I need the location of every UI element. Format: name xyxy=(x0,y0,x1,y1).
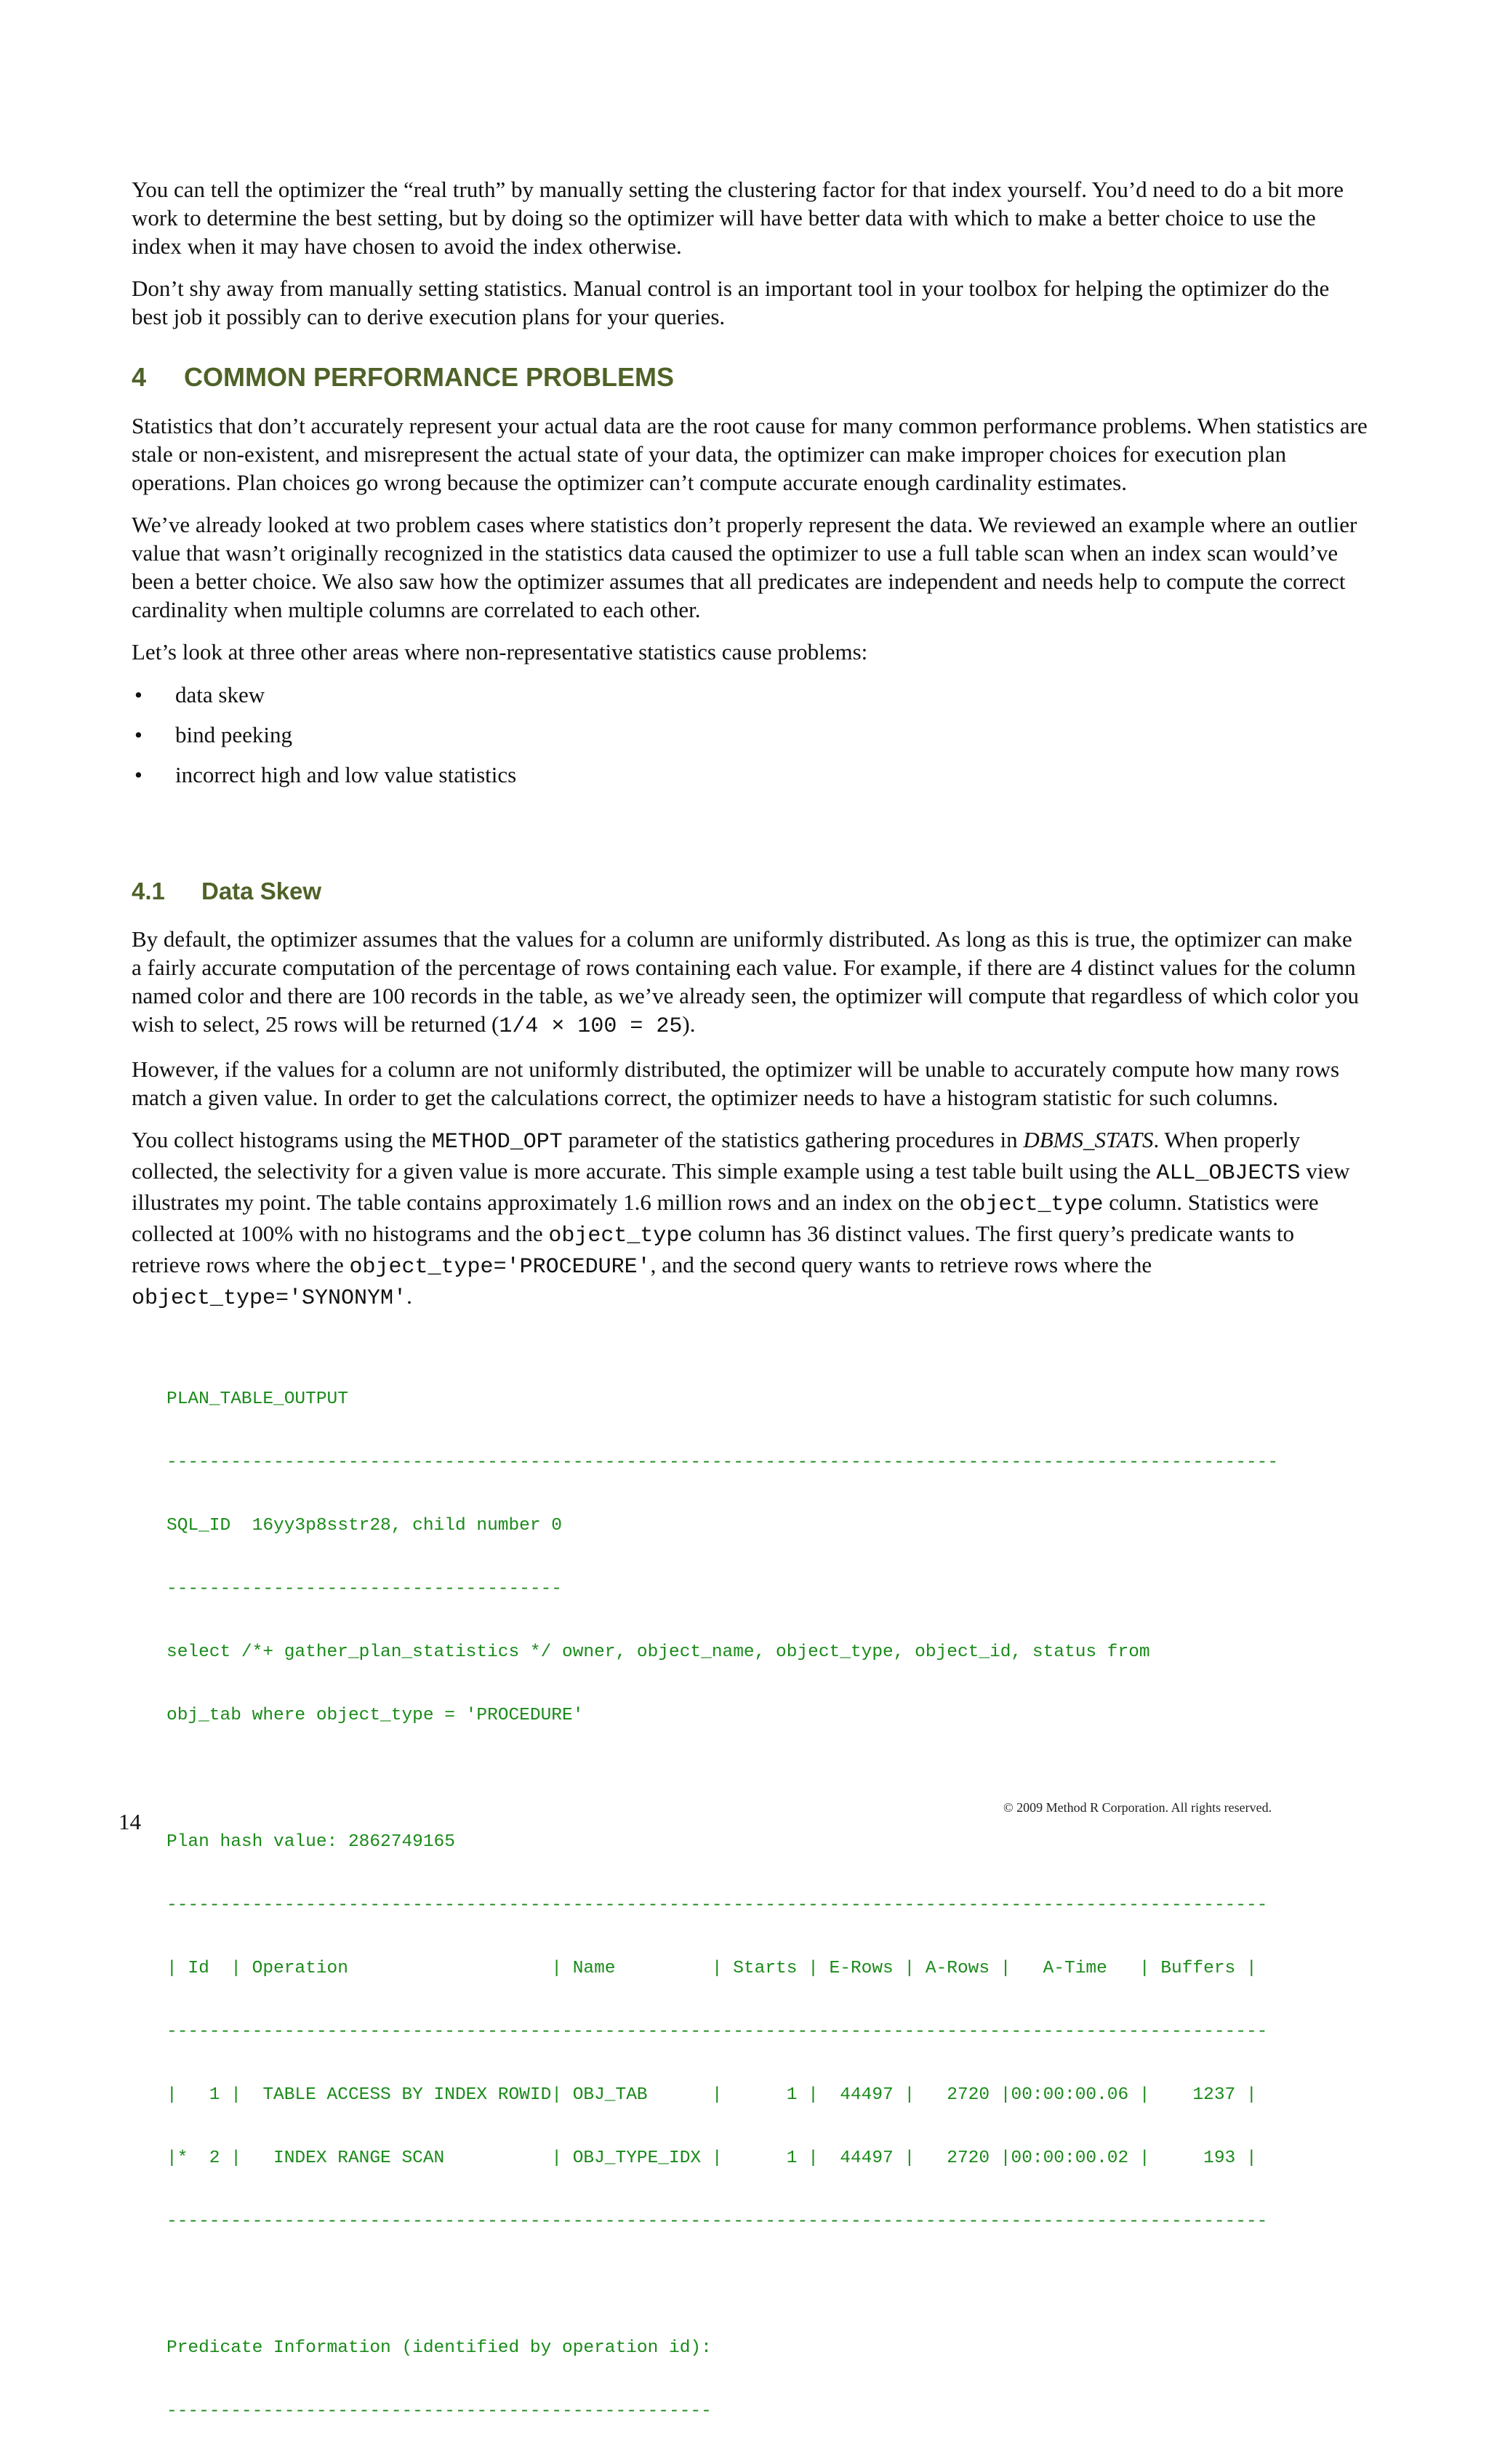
list-item-text: bind peeking xyxy=(175,722,292,747)
inline-code: object_type xyxy=(548,1224,693,1248)
code-line: ------------------------------------------------------------------------------------------------------- xyxy=(166,2022,1268,2042)
inline-code: ALL_OBJECTS xyxy=(1156,1161,1301,1186)
code-line: Plan hash value: 2862749165 xyxy=(166,1832,455,1852)
section-4-1-body xyxy=(132,925,1368,1327)
text-run: . When properly collected, the selectivity for a given value is more accurate. This simple example using a test table built using the xyxy=(132,1127,1301,1184)
text-run: By default, the optimizer assumes that the values for a column are uniformly distributed. As long as this is true, the optimizer can make a fairly accurate computation of the percentage of rows containing each value. For example, if there are 4 distinct values for the column named color and there are 100 records in the table, as we’ve already seen, the optimizer will compute that regardless of which color you wish to select, 25 rows will be returned ( xyxy=(132,926,1360,1037)
inline-code: object_type='PROCEDURE' xyxy=(349,1255,651,1280)
section-4-number: 4 xyxy=(132,362,147,392)
section-4-1-paragraph-1 xyxy=(132,925,1368,1041)
section-4-1-heading xyxy=(132,878,321,905)
intro-paragraph-2: Don’t shy away from manually setting statistics. Manual control is an important tool in your toolbox for helping the optimizer do the best job it possibly can to derive execution plans for your queries. xyxy=(132,276,1330,329)
code-line: | 1 | TABLE ACCESS BY INDEX ROWID| OBJ_TAB | 1 | 44497 | 2720 |00:00:00.06 | 1237 | xyxy=(166,2085,1257,2105)
inline-code: 1/4 × 100 = 25 xyxy=(499,1014,683,1039)
list-item xyxy=(132,681,1368,721)
section-4-paragraph-2: We’ve already looked at two problem cases where statistics don’t properly represent the data. We reviewed an example where an outlier value that wasn’t originally recognized in the statistics data caused the optimizer to use a full table scan when an index scan would’ve been a better choice. We also saw how the optimizer assumes that all predicates are independent and needs help to compute the correct cardinality when multiple columns are correlated to each other. xyxy=(132,512,1357,622)
code-line: --------------------------------------------------- xyxy=(166,2401,712,2421)
section-4-1-paragraph-2: However, if the values for a column are not uniformly distributed, the optimizer will be unable to accurately compute how many rows match a given value. In order to get the calculations correct, the optimizer needs to have a histogram statistic for such columns. xyxy=(132,1056,1340,1110)
code-line xyxy=(166,2274,1330,2295)
bullet-icon: • xyxy=(135,722,143,747)
code-line: Predicate Information (identified by operation id): xyxy=(166,2338,712,2358)
italic-text: DBMS_STATS xyxy=(1023,1127,1154,1152)
code-line: ------------------------------------------------------------------------------------------------------- xyxy=(166,1895,1268,1915)
code-line: PLAN_TABLE_OUTPUT xyxy=(166,1389,348,1409)
code-line: SQL_ID 16yy3p8sstr28, child number 0 xyxy=(166,1516,562,1536)
code-line: obj_tab where object_type = 'PROCEDURE' xyxy=(166,1706,584,1725)
list-item xyxy=(132,761,1368,800)
inline-code: METHOD_OPT xyxy=(431,1130,563,1155)
copyright-notice: © 2009 Method R Corporation. All rights reserved. xyxy=(1003,1800,1272,1815)
text-run: parameter of the statistics gathering procedures in xyxy=(562,1127,1024,1152)
code-line: | Id | Operation | Name | Starts | E-Rows | A-Rows | A-Time | Buffers | xyxy=(166,1959,1257,1978)
code-line: ------------------------------------- xyxy=(166,1579,562,1599)
code-line: ------------------------------------------------------------------------------------------------------- xyxy=(166,2212,1268,2231)
problem-list xyxy=(132,681,1368,800)
section-4-heading xyxy=(132,362,674,393)
list-item xyxy=(132,721,1368,761)
execution-plan-listing xyxy=(166,1347,1330,2464)
inline-code: object_type='SYNONYM' xyxy=(132,1286,407,1311)
section-4-1-paragraph-3 xyxy=(132,1125,1368,1313)
code-line: |* 2 | INDEX RANGE SCAN | OBJ_TYPE_IDX | 1 | 44497 | 2720 |00:00:00.02 | 193 | xyxy=(166,2148,1257,2168)
bullet-icon: • xyxy=(135,762,143,787)
section-4-paragraph-1: Statistics that don’t accurately represent your actual data are the root cause for many common performance problems. When statistics are stale or non-existent, and misrepresent the actual state of your data, the optimizer can make improper choices for execution plan operations. Plan choices go wrong because the optimizer can’t compute accurate enough cardinality estimates. xyxy=(132,413,1368,495)
inline-code: object_type xyxy=(959,1192,1104,1217)
bullet-icon: • xyxy=(135,682,143,707)
code-line: select /*+ gather_plan_statistics */ owner, object_name, object_type, object_id, status from xyxy=(166,1642,1150,1662)
text-run: You collect histograms using the xyxy=(132,1127,432,1152)
intro-text xyxy=(132,175,1368,345)
text-run: ). xyxy=(682,1011,696,1037)
section-4-title: COMMON PERFORMANCE PROBLEMS xyxy=(184,362,674,392)
page-number: 14 xyxy=(119,1809,141,1834)
list-item-text: data skew xyxy=(175,682,265,707)
section-4-1-number: 4.1 xyxy=(132,878,165,904)
text-run: view illustrates my point. The table contains approximately 1.6 million rows and an index on the xyxy=(132,1158,1350,1215)
section-4-paragraph-3: Let’s look at three other areas where non-representative statistics cause problems: xyxy=(132,639,868,665)
section-4-body xyxy=(132,412,1368,800)
text-run: , and the second query wants to retrieve rows where the xyxy=(650,1252,1152,1277)
list-item-text: incorrect high and low value statistics xyxy=(175,762,517,787)
code-line xyxy=(166,1768,1330,1789)
section-4-1-title: Data Skew xyxy=(201,878,322,904)
code-line: -------------------------------------------------------------------------------------------------------- xyxy=(166,1453,1279,1472)
intro-paragraph-1: You can tell the optimizer the “real truth” by manually setting the clustering factor for that index yourself. You’d need to do a bit more work to determine the best setting, but by doing so the optimizer will have better data with which to make a better choice to use the index when it may have chosen to avoid the index otherwise. xyxy=(132,177,1344,259)
text-run: . xyxy=(406,1283,412,1309)
text-run: column. Statistics were collected at 100% with no histograms and the xyxy=(132,1189,1319,1246)
text-run: column has 36 distinct values. The first query’s predicate wants to retrieve rows where the xyxy=(132,1221,1295,1277)
